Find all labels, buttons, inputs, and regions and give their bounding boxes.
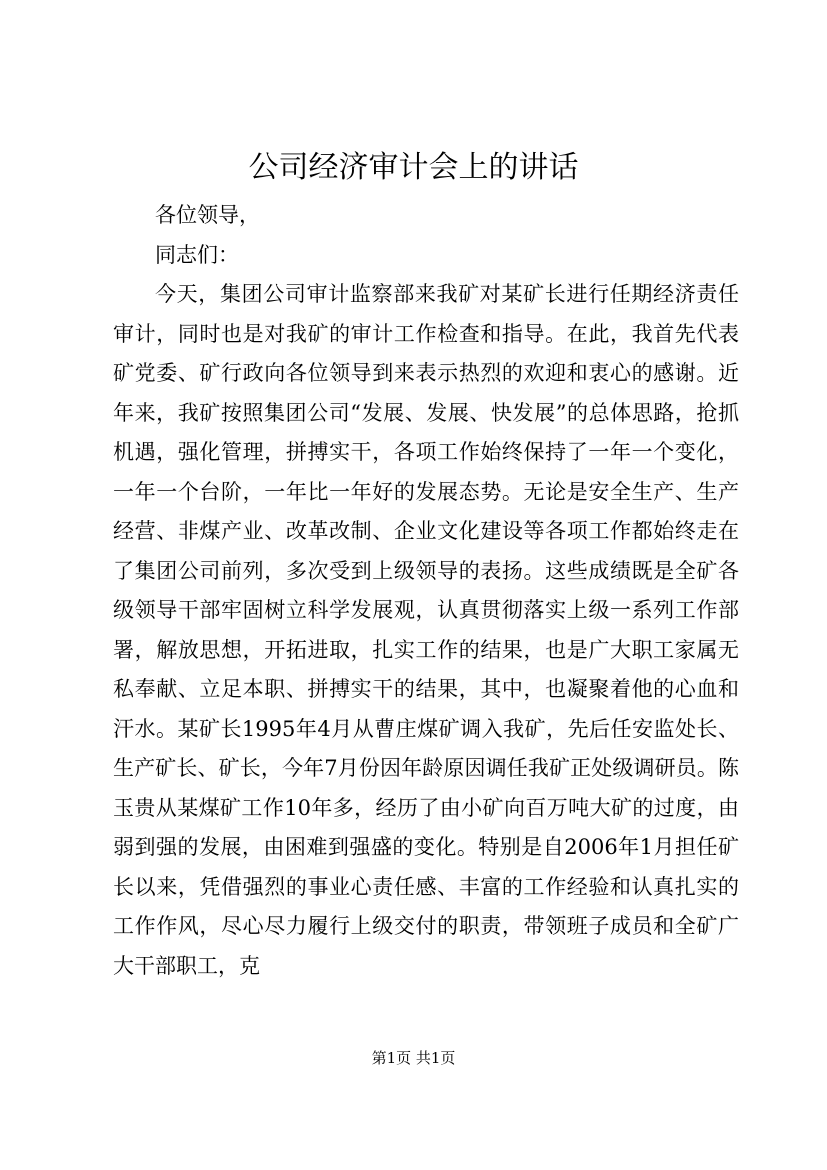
salutation-leaders: 各位领导，: [155, 203, 260, 227]
document-title: 公司经济审计会上的讲话: [248, 150, 579, 185]
salutation-comrades: 同志们：: [155, 242, 239, 267]
body-paragraph: 今天，集团公司审计监察部来我矿对某矿长进行任期经济责任审计，同时也是对我矿的审计工作检查和指导。在此，我首先代表矿党委、矿行政向各位领导到来表示热烈的欢迎和衷心的感谢。近年来，我矿按照集团公司“发展、发展、快发展”的总体思路，抢抓机遇，强化管理，拼搏实干，各项工作始终保持了一年一个变化，一年一个台阶，一年比一年好的发展态势。无论是安全生产、生产经营、非煤产业、改革改制、企业文化建设等各项工作都始终走在了集团公司前列，多次受到上级领导的表扬。这些成绩既是全矿各级领导干部牢固树立科学发展观，认真贯彻落实上级一系列工作部署，解放思想，开拓进取，扎实工作的结果，也是广大职工家属无私奉献、立足本职、拼搏实干的结果，其中，也凝聚着他的心血和汗水。某矿长1995年4月从曹庄煤矿调入我矿，先后任安监处长、生产矿长、矿长，今年7月份因年龄原因调任我矿正处级调研员。陈玉贵从某煤矿工作10年多，经历了由小矿向百万吨大矿的过度，由弱到强的发展，由困难到强盛的变化。特别是自2006年1月担任矿长以来，凭借强烈的事业心责任感、丰富的工作经验和认真扎实的工作作风，尽心尽力履行上级交付的职责，带领班子成员和全矿广大干部职工，克: [113, 282, 739, 978]
document-body: [113, 196, 739, 986]
page-footer: 第1页 共1页: [371, 1049, 456, 1067]
